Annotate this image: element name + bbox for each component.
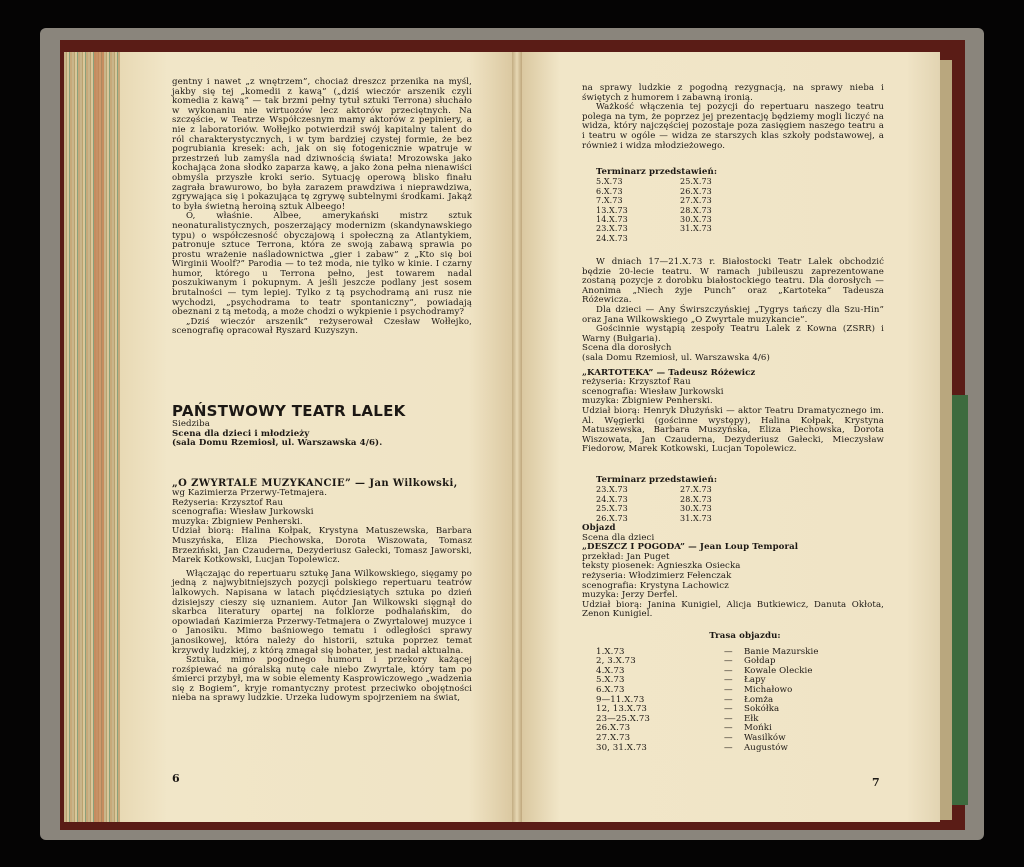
- page-edge-tint: [94, 52, 104, 822]
- route-dash: —: [724, 675, 733, 686]
- book-spine: [512, 52, 522, 822]
- adult-address: (sala Domu Rzemiosł, ul. Warszawska 4/6): [582, 352, 770, 363]
- route-place: Łapy: [744, 675, 766, 686]
- route-place: Ełk: [744, 713, 759, 724]
- credit-line: przekład: Jan Puget: [582, 551, 670, 562]
- route-date: 4.X.73: [596, 665, 625, 676]
- right-page-edges: [938, 60, 952, 820]
- route-date: 23—25.X.73: [596, 713, 650, 724]
- date: 23.X.73: [596, 224, 628, 234]
- route-dash: —: [724, 742, 733, 753]
- credit-line: reżyseria: Włodzimierz Fełenczak: [582, 570, 732, 581]
- date: 25.X.73: [596, 504, 628, 514]
- date: 30.X.73: [680, 504, 712, 514]
- paragraph: gentny i nawet „z wnętrzem”, chociaż dreszcz przenika na myśl, jakby się tej „komedii z kawą” („dziś wieczór arszenik czyli komedia z kawą” — tak brzmi pełny tytuł sztuki Terrona) słuchało w wykonaniu nie wirtuozów lecz aktorów przeciętnych. Na szczęście, w Teatrze Współczesnym mamy aktorów z pepiniery, a nie z laboratoriów. Wołłejko potwierdził swój kapitalny talent do ról charakterystycznych, i w tym bardziej czystej formie, że bez pogrubiania kresek: ach, jak on się fotogenicznie wpatruje w przestrzeń lub zamyśla nad dziwnością świata! Mrozowska jako kochająca żona słodko zaparza kawę, a jako żona pełna nienawiści obmyśla przyszłe kroki serio. Sytuację operową blisko finału zagrała brawurowo, bo była zarazem prawdziwa i nieprawdziwa, zgrywająca się i pokazująca tę zgrywę subtelnymi środkami. Jakąż to była świetną heroiną sztuk Albeego!: [172, 77, 472, 212]
- schedule-heading: Terminarz przedstawień:: [596, 475, 718, 485]
- paragraph: „Dziś wieczór arszenik” reżyserował Czesław Wołłejko, scenografię opracował Ryszard Kuzyszyn.: [172, 316, 472, 337]
- route-place: Kowale Oleckie: [744, 665, 813, 676]
- credit-line: muzyka: Jerzy Derfel.: [582, 590, 678, 601]
- paragraph: W dniach 17—21.X.73 r. Białostocki Teatr Lalek obchodzić będzie 20-lecie teatru. W ramach jubileuszu zaprezentowane zostaną pozycje z dorobku białostockiego teatru. Dla dorosłych — Anonima „Niech żyje Punch” oraz „Kartoteka” Tadeusza Różewicza.: [582, 257, 884, 306]
- paragraph: Gościnnie wystąpią zespoły Teatru Lalek z Kowna (ZSRR) i Warny (Bułgaria).: [582, 324, 884, 344]
- route-date: 12, 13.X.73: [596, 704, 647, 715]
- route-date: 5.X.73: [596, 675, 625, 686]
- paragraph: na sprawy ludzkie z pogodną rezygnacją, na sprawy nieba i świętych z humorem i zabawną ironią.: [582, 83, 884, 103]
- date: 28.X.73: [680, 205, 712, 215]
- date: 31.X.73: [680, 513, 712, 523]
- date: 28.X.73: [680, 494, 712, 504]
- route-date: 9—11.X.73: [596, 694, 645, 705]
- seat-label: Siedziba: [172, 419, 210, 429]
- play2-title: „KARTOTEKA” — Tadeusz Różewicz: [582, 367, 756, 378]
- route-place: Łomża: [744, 694, 774, 705]
- jubilee-section: [582, 258, 884, 455]
- route-place: Gołdap: [744, 656, 776, 667]
- play3-title: „DESZCZ I POGODA” — Jean Loup Temporal: [582, 542, 799, 553]
- credit-line: scenografia: Wiesław Jurkowski: [172, 507, 314, 518]
- tour-stage: Scena dla dzieci: [582, 532, 655, 543]
- cast-line: Udział biorą: Henryk Dłużyński — aktor Teatru Dramatycznego im. Al. Węgierki (gościnne występy), Halina Kołpak, Krystyna Matuszewska, Barbara Muszyńska, Eliza Piechowska, Dorota Wiszowata, Jan Czauderna, Dezyderiusz Gałecki, Mieczysław Fiedorow, Marek Kotkowski, Lucjan Topolewicz.: [582, 405, 884, 455]
- route-heading: Trasa objazdu:: [709, 631, 781, 641]
- play-section: [172, 478, 472, 704]
- route-date: 2, 3.X.73: [596, 656, 636, 667]
- route-place: Banie Mazurskie: [744, 646, 819, 657]
- stage-address: (sala Domu Rzemiosł, ul. Warszawska 4/6).: [172, 438, 383, 449]
- schedule-1: [596, 168, 796, 243]
- credit-line: muzyka: Zbigniew Penherski.: [582, 396, 713, 407]
- route-dash: —: [724, 723, 733, 734]
- route-dash: —: [724, 665, 733, 676]
- route-dash: —: [724, 656, 733, 667]
- route-place: Michałowo: [744, 684, 793, 695]
- page-number-right: 7: [872, 776, 880, 789]
- left-continuation: [172, 78, 472, 337]
- date: 26.X.73: [596, 513, 628, 523]
- credit-line: scenografia: Krystyna Lachowicz: [582, 580, 729, 591]
- date: 7.X.73: [596, 196, 623, 206]
- route-dash: —: [724, 732, 733, 743]
- route-dash: —: [724, 694, 733, 705]
- date: 24.X.73: [596, 233, 628, 243]
- date: 31.X.73: [680, 224, 712, 234]
- credit-line: scenografia: Wiesław Jurkowski: [582, 386, 724, 397]
- paragraph: Ważkość włączenia tej pozycji do repertuaru naszego teatru polega na tym, że poprzez jej prezentację będziemy mogli liczyć na widza, który najczęściej pozostaje poza zasięgiem naszego teatru a i teatru w ogóle — widza ze starszych klas szkoły podstawowej, a również i widza młodzieżowego.: [582, 102, 884, 151]
- route-dash: —: [724, 713, 733, 724]
- date: 25.X.73: [680, 177, 712, 187]
- credit-line: muzyka: Zbigniew Penherski.: [172, 516, 303, 527]
- credit-line: teksty piosenek: Agnieszka Osiecka: [582, 561, 741, 572]
- route-place: Sokółka: [744, 704, 780, 715]
- route-date: 27.X.73: [596, 732, 631, 743]
- credit-line: wg Kazimierza Przerwy-Tetmajera.: [172, 488, 328, 498]
- date: 27.X.73: [680, 196, 712, 206]
- paragraph: Włączając do repertuaru sztukę Jana Wilkowskiego, sięgamy po jedną z najwybitniejszych pozycji polskiego repertuaru teatrów lalkowych. Napisana w latach pięćdziesiątych sztuka po dzień dzisiejszy cieszy się uznaniem. Autor Jan Wilkowski sięgnął do skarbca literatury opartej na folklorze podhalańskim, do opowiadań Kazimierza Przerwy-Tetmajera o Zwyrtalowej muzyce i o Janosiku. Mimo baśniowego tematu i odległości sprawy janosikowej, która należy do historii, sztuka poprzez temat krzywdy ludzkiej, z którą zmagał się bohater, jest nadal aktualna.: [172, 568, 472, 656]
- route-dash: —: [724, 684, 733, 695]
- paragraph: O, właśnie. Albee, amerykański mistrz sztuk neonaturalistycznych, poszerzający modernizm (skandynawskiego typu) o współczesność obyczajową i społeczną za Atlantykiem, patronuje sztuce Terrona, która ze swoją zabawą sprawia po prostu wrażenie naśladownictwa „gier i zabaw” z „Kto się boi Wirginii Woolf?” Parodia — to też moda, nie tylko w kinie. I czarny humor, którego u Terrona pełno, jest towarem nadal poszukiwanym i pokupnym. A jeśli jeszcze podlany jest sosem brutalności — tym lepiej. Tylko z tą psychodramą ani rusz nie wychodzi, „psychodrama to teatr spontaniczny”, powiadają obeznani z tą metodą, a może chodzi o wykpienie i psychodramy?: [172, 211, 472, 318]
- route-place: Wasilków: [744, 732, 786, 743]
- route-date: 6.X.73: [596, 684, 625, 695]
- stage-line: Scena dla dzieci i młodzieży: [172, 428, 310, 439]
- date: 14.X.73: [596, 215, 628, 225]
- schedule-heading: Terminarz przedstawień:: [596, 167, 718, 177]
- date: 24.X.73: [596, 494, 628, 504]
- date: 30.X.73: [680, 215, 712, 225]
- green-tab: [950, 395, 968, 805]
- cast-line: Udział biorą: Halina Kołpak, Krystyna Matuszewska, Barbara Muszyńska, Eliza Piechowska, Dorota Wiszowata, Tomasz Brzeziński, Jan Czauderna, Dezyderiusz Gałecki, Tomasz Jaworski, Marek Kotkowski, Lucjan Topolewicz.: [172, 526, 472, 566]
- tour-label: Objazd: [582, 523, 616, 533]
- play-title: „O ZWYRTALE MUZYKANCIE” — Jan Wilkowski,: [172, 478, 458, 489]
- tour-section: [582, 524, 884, 620]
- right-continuation: [582, 84, 884, 151]
- route-place: Augustów: [744, 742, 788, 753]
- route-date: 30, 31.X.73: [596, 742, 647, 753]
- date: 23.X.73: [596, 485, 628, 495]
- paragraph: Dla dzieci — Any Świrszczyńskiej „Tygrys tańczy dla Szu-Hin” oraz Jana Wilkowskiego „O Zwyrtale muzykancie”.: [582, 304, 884, 325]
- page-number-left: 6: [172, 772, 180, 785]
- route-dash: —: [724, 646, 733, 657]
- date: 6.X.73: [596, 186, 623, 196]
- credit-line: reżyseria: Krzysztof Rau: [582, 377, 691, 388]
- theatre-section: [172, 402, 472, 449]
- route-place: Mońki: [744, 723, 772, 734]
- route-date: 1.X.73: [596, 646, 625, 657]
- paragraph: Sztuka, mimo pogodnego humoru i przekory każącej rozśpiewać na góralską nutę całe niebo Zwyrtale, który tam po śmierci przybył, ma w sobie elementy Kasprowiczowego „wadzenia się z Bogiem”, kryje romantyczny protest przeciwko obojętności nieba na sprawy ludzkie. Urzeka ludowym spojrzeniem na świat,: [172, 655, 472, 704]
- schedule-2: [596, 476, 796, 523]
- date: 27.X.73: [680, 485, 712, 495]
- credit-line: Reżyseria: Krzysztof Rau: [172, 497, 284, 508]
- date: 5.X.73: [596, 177, 623, 187]
- route-dash: —: [724, 704, 733, 715]
- cast-line: Udział biorą: Janina Kunigiel, Alicja Butkiewicz, Danuta Okłota, Zenon Kunigiel.: [582, 599, 884, 620]
- tour-route: [596, 632, 896, 753]
- route-date: 26.X.73: [596, 723, 631, 734]
- date: 26.X.73: [680, 186, 712, 196]
- theatre-heading: PAŃSTWOWY TEATR LALEK: [172, 402, 406, 420]
- date: 13.X.73: [596, 205, 628, 215]
- adult-stage: Scena dla dorosłych: [582, 343, 672, 354]
